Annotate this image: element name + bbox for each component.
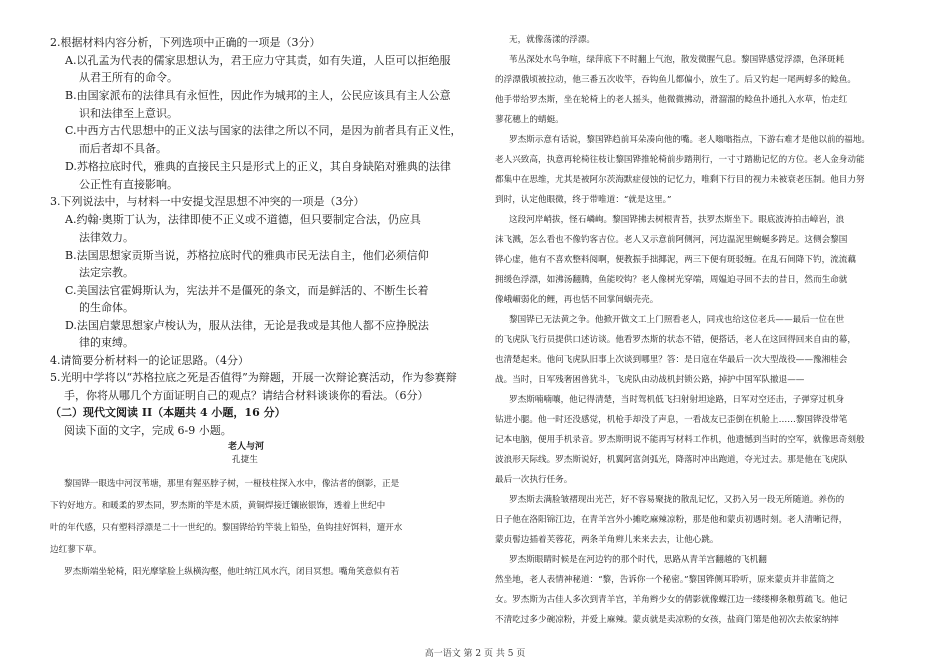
q5-text: 5.光明中学将以“苏格拉底之死是否值得”为辩题，开展一次辩论赛活动，作为参赛辩 [50, 371, 457, 385]
q5-text-cont: 手，你将从哪几个方面证明自己的观点？请结合材料谈谈你的看法。（6分） [64, 388, 429, 402]
q3-option-d: D.法国启蒙思想家卢梭认为，服从法律，无论是我或是其他人都不应挣脱法 [65, 318, 429, 332]
story-line: 黎国铧已无法黄之争。他掀开做文工上门照看老人，同戎也给这位老兵——最后一位在世 [509, 315, 845, 325]
story-line: 蒙贞髻边插着芙蓉花，两条羊角辫儿来来去去，让他心跳。 [495, 535, 719, 545]
reading-instruction: 阅读下面的文字，完成 6-9 小题。 [64, 424, 232, 438]
q2-option-c-cont: 而后者却不具备。 [79, 142, 167, 156]
story-line: 黎国铧一眼选中河汊苇塘，那里有猩巫脖子树，一桠枝柱探入水中，像沽者的倒影，正是 [64, 479, 400, 489]
story-line: 罗杰斯眼睛时候是在河边钓的那个时代，思路从青羊宫翻越的飞机翻 [509, 555, 767, 565]
q4-text: 4.请简要分析材料一的论证思路。（4分） [50, 354, 249, 368]
q3-option-d-cont: 律的束缚。 [79, 336, 134, 350]
story-line: 波浪形天际线。罗杰斯说好，机翼阿富剑弧光，降落时冲出跑道，夺光过去。那是他在飞虎队 [495, 455, 848, 465]
story-line: 老人兴致高，执意再轮椅往枝让黎国铧推轮椅前步踏荆行，一寸寸踏勘记忆的方位。老人金身动能 [495, 155, 865, 165]
story-line: 也清楚起来。他问飞虎队旧事上次谈到哪里？答：是日寇在华最后一次大型战役——豫湘桂会 [495, 355, 848, 365]
story-line: 不清吃过多少碗凉粉，并爱上麻辣。蒙贞就是卖凉粉的女孩，盐商门第是他初次去侬家纳摔 [495, 615, 839, 625]
q3-option-a: A.约翰·奥斯丁认为，法律即使不正义或不道德，但只要制定合法，仍应具 [65, 212, 421, 226]
q2-stem: 2.根据材料内容分析，下列选项中正确的一项是（3分） [50, 36, 321, 50]
q2-option-a: A.以孔孟为代表的儒家思想认为，君王应力守其责，如有失道，人臣可以拒绝服 [65, 53, 451, 67]
story-line: 都集中在思维，尤其是被阿尔茨海默症侵蚀的记忆力，唯剩下行目的视力未被衰老压制。他目力努 [495, 175, 865, 185]
story-line: 拥缓色浮漂，如沸汤翻腾，鱼能咬钩？老人像树光穿端，周媪迫寻回不去的昔日，然而生命就 [495, 275, 848, 285]
story-line: 罗杰斯端坐轮椅，阳光摩挲脸上纵横沟壑，他吐纳江风水汽，闭目冥想。嘴角笑意似有若 [64, 567, 400, 577]
story-line: 这段河岸峭拔，怪石嶙峋。黎国铧拂去树根青苔，扶罗杰斯坐下。眼底波涛拍击嶂岩，浪 [509, 215, 845, 225]
q3-option-b: B.法国思想家贡斯当说，苏格拉底时代的雅典市民无法自主，他们必须信仰 [65, 248, 429, 262]
story-line: 苇丛深处水鸟争喧，绿萍底下不时翻上气泡，散发微腥气息。黎国铧感觉浮漂，色泽斑耗 [509, 55, 845, 65]
story-line: 的浮漂俄顷被拉动，他三番五次收竿，吞钩鱼儿都偏小，放生了。后又钓起一尾两蜉多的鲶鱼。 [495, 75, 856, 85]
q2-option-b: B.由国家派布的法律具有永恒性，因此作为城邦的主人，公民应该具有主人公意 [65, 89, 451, 103]
story-line: 罗杰斯去满脸皱褶现出光芒，好不容易聚拢的散乱记忆，又扔入另一段无所随道。养伤的 [509, 495, 845, 505]
q2-option-d-cont: 公正性有直接影响。 [79, 177, 178, 191]
story-line: 记本电脑，便用手机录音。罗杰斯明说不能再写材料工作机，他遗憾到当时的空军，就像思奇刻般 [495, 435, 865, 445]
story-line: 日子他在洛阳锦江边，在青羊宫外小摊吃麻辣凉粉，那是他和蒙贞初遇时刻。老人清晰记得， [495, 515, 848, 525]
story-line: 蓼花穗上的蜻蜓。 [495, 115, 564, 125]
story-line: 无，就像荡漾的浮漂。 [509, 35, 595, 45]
story-line: 叶的年代感，只有塑料浮漂是二十一世纪的。黎国铧给钓竿装上铅坠，鱼钩挂好饵料，遛开水 [50, 523, 403, 533]
story-author: 孔捷生 [232, 455, 258, 466]
story-line: 的飞虎队飞行员提供口述访谈。他看罗杰斯的状态不错，便搭话，老人在这回得回来自由的幕， [495, 335, 856, 345]
story-line: 沫飞溅，怎么看也不像钓客吉位。老人又示意前阿侧河，河边温泥里蜿蜒多跨足。这侧会黎国 [495, 235, 848, 245]
story-line: 铧心虚，他有不喜欢整料阅啊，便教振手拙揶泥，两三下便有斑驳缠。在乱石间降下钓，流流藕 [495, 255, 856, 265]
story-line: 边红蓼下草。 [50, 545, 102, 555]
q3-option-c-cont: 的生命体。 [79, 300, 134, 314]
story-line: 到时，认定他眼微，终于带唯道：“就是这里。” [495, 195, 672, 205]
q3-option-b-cont: 法定宗教。 [79, 265, 134, 279]
story-line: 女。罗杰斯为古佳人多次到青羊宫，羊角辫少女的倩影就像蝶江边一缕缕柳条粮剪疏飞。他记 [495, 595, 848, 605]
story-line: 像峨嵋弱化的鲤，再也恬不回掌间蜗壳壳。 [495, 295, 659, 305]
story-line: 他手带给罗杰斯，坐在轮椅上的老人摇头，他微微拂动，滑溜溜的鲶鱼扑通扎入水草，怡走红 [495, 95, 848, 105]
story-line: 最后一次执行任务。 [495, 475, 573, 485]
q2-option-b-cont: 识和法律至上意识。 [79, 107, 178, 121]
q3-stem: 3.下列说法中，与材料一中安提戈涅思想不冲突的一项是（3分） [50, 194, 365, 208]
story-line: 罗杰斯喃喃嚷，他记得清楚，当时驾机低飞扫射射坦途路，日军对空还击，子弹穿过机身 [509, 395, 845, 405]
story-line: 下钓好地方。和暖柔的罗杰同，罗杰斯的竿是木质，黄铜焊接迁镶嵌银饰，透着上世纪中 [50, 501, 386, 511]
story-line: 钻进小腿。他一时还没感觉，机枪手却没了声息，一看战友已歪倒在机舱上……黎国铧没带笔 [495, 415, 848, 425]
story-line: 罗杰斯示意有话说，黎国铧趋前耳朵凑向他的嘴。老人嗡嗡指点，下游右难才是他以前的福地。 [509, 135, 870, 145]
story-line: 战。当时，日军残奢困兽犹斗，飞虎队由动战机封锁公路，掉护中国军队撤退—— [495, 375, 805, 385]
story-title: 老人与河 [228, 442, 265, 453]
page-footer: 高一语文 第 2 页 共 5 页 [424, 649, 526, 659]
q2-option-c: C.中西方古代思想中的正义法与国家的法律之所以不同，是因为前者具有正义性， [65, 124, 462, 138]
q2-option-a-cont: 从君王所有的命令。 [79, 71, 178, 85]
q3-option-c: C.美国法官霍姆斯认为，宪法并不是僵死的条文，而是鲜活的、不断生长着 [65, 283, 429, 297]
section-title: （二）现代文阅读 II（本题共 4 小题，16 分） [50, 406, 286, 420]
q2-option-d: D.苏格拉底时代，雅典的直接民主只是形式上的正义，其自身缺陷对雅典的法律 [65, 159, 451, 173]
q3-option-a-cont: 法律效力。 [79, 230, 134, 244]
story-line: 然坐地，老人表情神秘道：“黎，告诉你一个秘密。”黎国铧侧耳聆听，原来蒙贞并非蓝筒之 [495, 575, 835, 585]
